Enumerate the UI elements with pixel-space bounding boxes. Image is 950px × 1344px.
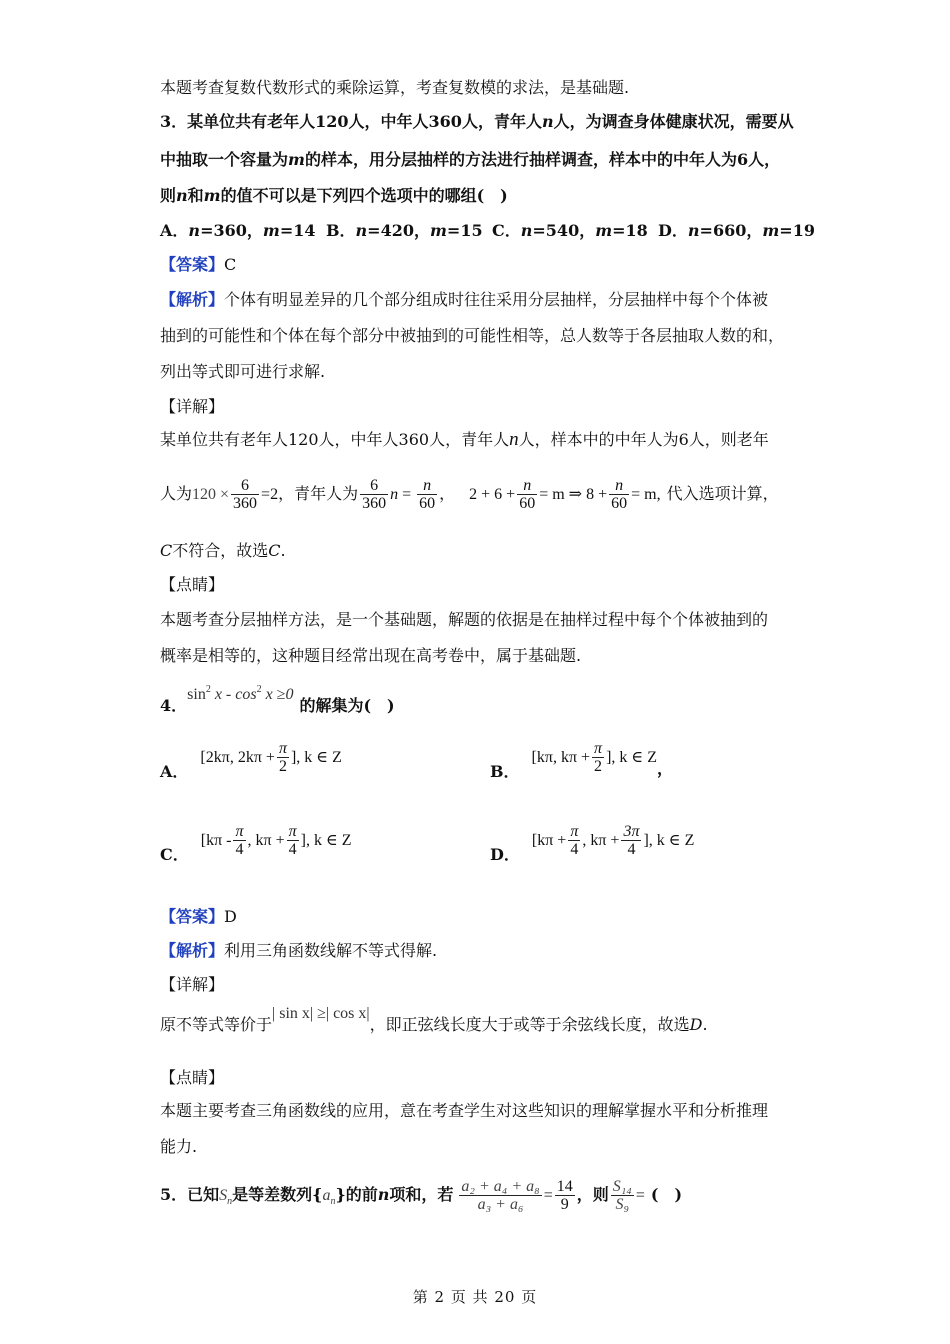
- q5-text: }的前: [335, 1185, 378, 1204]
- detail-text: ，即正弦线长度大于或等于余弦线长度，故选: [369, 1015, 690, 1034]
- fraction: [621, 823, 641, 858]
- math-func: sin: [187, 686, 206, 703]
- frac-num: π: [594, 740, 603, 757]
- q3-text: 的值不可以是下列四个选项中的哪组( ): [220, 186, 508, 205]
- option-expr: ], k ∈ Z: [290, 749, 342, 766]
- q4-point-tag: 【点睛】: [160, 1068, 225, 1087]
- q3-text: 某单位共有老年人120人，中年人360人，青年人: [187, 112, 542, 131]
- math-expr: 120 ×: [192, 486, 230, 503]
- frac-den: 360: [362, 495, 387, 512]
- intro-line: 本题考查复数代数形式的乘除运算，考查复数模的求法，是基础题.: [160, 78, 630, 97]
- q5-var: n: [377, 1185, 390, 1204]
- q3-detail-line-2: [160, 474, 779, 515]
- frac-den: 2: [592, 757, 604, 775]
- option-var: n: [687, 221, 700, 240]
- detail-text: 不符合，故选: [172, 541, 269, 560]
- math-sup: 2: [256, 684, 262, 695]
- detail-text: ，青年人为: [278, 484, 359, 503]
- math-expr: = m,: [631, 486, 661, 503]
- option-label: C．: [492, 221, 521, 240]
- q3-point-line-1: 本题考查分层抽样方法，是一个基础题，解题的依据是在抽样过程中每个个体被抽到的: [160, 610, 769, 629]
- frac-num: 3π: [623, 823, 640, 840]
- option-expr: , kπ +: [582, 832, 620, 849]
- fraction: [360, 477, 388, 512]
- answer-value: D: [224, 907, 237, 926]
- frac-den: 4: [621, 840, 641, 858]
- frac-den: 4: [233, 840, 245, 858]
- fraction: [611, 1178, 634, 1213]
- q3-options: [160, 221, 815, 241]
- frac-den: 9: [555, 1195, 575, 1213]
- fraction: [592, 740, 604, 775]
- math-expr: x ≥0: [261, 686, 294, 703]
- q4-option-c[interactable]: [160, 823, 352, 864]
- page-footer: 第 2 页 共 20 页: [412, 1288, 538, 1306]
- q3-stem-line-2: [160, 150, 780, 170]
- option-tail: ，: [657, 759, 674, 778]
- frac-num: 6: [241, 477, 250, 494]
- option-expr: [kπ -: [200, 832, 232, 849]
- option-expr: [kπ +: [531, 832, 567, 849]
- q3-var: m: [288, 150, 305, 169]
- math-expr: 2 + 6 +: [469, 486, 516, 503]
- q3-detail-line-3: [160, 541, 286, 561]
- detail-text: 某单位共有老年人120人，中年人360人，青年人: [160, 430, 510, 449]
- option-value: =660，: [699, 221, 763, 240]
- frac-num: π: [570, 823, 579, 840]
- fraction: [287, 823, 299, 858]
- math-sub: n: [330, 1196, 336, 1207]
- q3-point-line-2: 概率是相等的，这种题目经常出现在高考卷中，属于基础题.: [160, 646, 582, 665]
- math-expr: x - cos: [210, 686, 257, 703]
- q3-text: 的样本，用分层抽样的方法进行抽样调查，样本中的中年人为6人，: [304, 150, 781, 169]
- frac-num: 14: [556, 1178, 573, 1195]
- frac-num: a₂ + a₄ + a₈: [461, 1178, 540, 1195]
- option-var: m: [762, 221, 780, 240]
- option-value: =14: [279, 221, 316, 240]
- option-label: A．: [160, 762, 189, 781]
- option-value: =18: [612, 221, 648, 240]
- q3-analysis-line-1: [160, 290, 768, 310]
- frac-den: 4: [287, 840, 299, 858]
- fraction: [277, 740, 289, 775]
- frac-den: 60: [611, 495, 628, 512]
- option-expr: ], k ∈ Z: [300, 832, 352, 849]
- q3-detail-tag: 【详解】: [160, 397, 225, 416]
- fraction: [517, 477, 537, 512]
- frac-den: a₃ + a₆: [459, 1195, 541, 1213]
- q3-option-a[interactable]: [160, 221, 326, 241]
- q5-text: ，则: [576, 1185, 609, 1204]
- fraction: [568, 823, 580, 858]
- analysis-tag: 【解析】: [160, 290, 225, 309]
- math-var: [322, 1187, 336, 1207]
- q4-option-b[interactable]: [490, 740, 674, 781]
- detail-var: D: [689, 1015, 703, 1034]
- option-expr: ], k ∈ Z: [643, 832, 695, 849]
- detail-text: 代入选项计算，: [666, 484, 779, 503]
- option-label: D．: [658, 221, 688, 240]
- q3-answer: [160, 255, 236, 275]
- q4-option-a[interactable]: [160, 740, 342, 781]
- q3-number: 3．: [160, 112, 188, 131]
- frac-den: 60: [519, 495, 536, 512]
- detail-var: C: [268, 541, 281, 560]
- q5-number: 5．: [160, 1185, 188, 1204]
- frac-num: S₁₄: [612, 1178, 632, 1195]
- frac-den: 4: [568, 840, 580, 858]
- fraction: [233, 823, 245, 858]
- option-value: =360，: [200, 221, 263, 240]
- math-sup: 2: [205, 684, 211, 695]
- q4-tail: 的解集为( ): [299, 696, 395, 715]
- math-expr: =: [543, 1187, 553, 1204]
- option-label: B．: [490, 762, 520, 781]
- detail-text: 原不等式等价于: [160, 1015, 273, 1034]
- q3-point-tag: 【点睛】: [160, 575, 225, 594]
- frac-num: n: [615, 477, 624, 494]
- analysis-text: 利用三角函数线解不等式得解.: [224, 941, 438, 960]
- frac-num: π: [278, 740, 287, 757]
- fraction: [459, 1178, 541, 1213]
- answer-value: C: [224, 255, 237, 274]
- math-S: S: [219, 1187, 228, 1204]
- detail-text: .: [702, 1015, 708, 1034]
- frac-den: 2: [277, 757, 289, 775]
- q3-detail-line-1: [160, 430, 769, 450]
- frac-num: 6: [370, 477, 379, 494]
- q3-stem-line-1: [160, 112, 794, 132]
- frac-den: 360: [233, 495, 258, 512]
- fraction: [555, 1178, 575, 1213]
- detail-text: 人为: [160, 484, 193, 503]
- option-var: m: [262, 221, 280, 240]
- q4-option-d[interactable]: [490, 823, 695, 864]
- q3-analysis-line-3: 列出等式即可进行求解.: [160, 362, 326, 381]
- q4-point-line-2: 能力.: [160, 1137, 198, 1156]
- math-sub: n: [227, 1196, 233, 1207]
- option-value: =540，: [532, 221, 596, 240]
- q3-text: 则: [160, 186, 177, 205]
- q4-analysis: [160, 941, 437, 961]
- option-var: m: [429, 221, 447, 240]
- detail-text: .: [280, 541, 286, 560]
- math-expr: = m ⇒ 8 +: [539, 486, 608, 503]
- analysis-tag: 【解析】: [160, 941, 225, 960]
- math-expr: =: [635, 1187, 645, 1204]
- analysis-text: 个体有明显差异的几个部分组成时往往采用分层抽样，分层抽样中每个个体被: [224, 290, 769, 309]
- q4-answer: [160, 907, 237, 927]
- frac-num: π: [235, 823, 244, 840]
- option-value: =15: [446, 221, 483, 240]
- math-var: [219, 1187, 233, 1207]
- option-label: C．: [160, 845, 189, 864]
- detail-expr: | sin x| ≥| cos x|: [272, 1005, 370, 1022]
- fraction: [609, 477, 629, 512]
- option-label: B．: [326, 221, 356, 240]
- option-var: m: [595, 221, 613, 240]
- math-a: a: [322, 1187, 331, 1204]
- option-expr: , kπ +: [247, 832, 285, 849]
- q3-var: n: [176, 186, 188, 205]
- q3-option-b[interactable]: [326, 221, 492, 241]
- option-var: n: [188, 221, 201, 240]
- option-expr: [2kπ, 2kπ +: [200, 749, 275, 766]
- detail-var: n: [509, 429, 519, 450]
- option-var: n: [520, 221, 533, 240]
- option-label: A．: [160, 221, 189, 240]
- detail-var: C: [160, 541, 173, 560]
- option-label: D．: [490, 845, 520, 864]
- frac-num: n: [423, 477, 432, 494]
- q3-text: 中抽取一个容量为: [160, 150, 289, 169]
- q4-stem: [160, 684, 395, 717]
- math-expr: =2: [261, 486, 279, 503]
- answer-tag: 【答案】: [160, 255, 225, 274]
- q5-text: 项和，若: [389, 1185, 454, 1204]
- q3-option-d[interactable]: [658, 221, 815, 241]
- q3-text: 和: [187, 186, 204, 205]
- q5-text: 已知: [187, 1185, 220, 1204]
- option-var: n: [355, 221, 368, 240]
- q3-option-c[interactable]: [492, 221, 658, 241]
- q3-analysis-line-2: 抽到的可能性和个体在每个部分中被抽到的可能性相等，总人数等于各层抽取人数的和，: [160, 326, 785, 345]
- q4-detail-tag: 【详解】: [160, 975, 225, 994]
- detail-text: 人，样本中的中年人为6人，则老年: [518, 430, 769, 449]
- q5-text: 是等差数列{: [232, 1185, 323, 1204]
- fraction: [231, 477, 259, 512]
- q5-text: ( ): [650, 1185, 683, 1204]
- math-expr: =: [398, 486, 416, 503]
- q3-text: 人，为调查身体健康状况，需要从: [553, 112, 794, 131]
- q3-stem-line-3: [160, 186, 508, 206]
- frac-den: S₉: [611, 1195, 634, 1213]
- frac-den: 60: [419, 495, 436, 512]
- q4-detail-line: [160, 1005, 708, 1036]
- frac-num: n: [523, 477, 532, 494]
- option-expr: [kπ, kπ +: [531, 749, 591, 766]
- q4-expression: [187, 686, 293, 703]
- math-var: n: [390, 486, 399, 503]
- option-value: =19: [779, 221, 815, 240]
- q4-point-line-1: 本题主要考查三角函数线的应用，意在考查学生对这些知识的理解掌握水平和分析推理: [160, 1101, 769, 1120]
- option-value: =420，: [367, 221, 430, 240]
- fraction: [417, 477, 437, 512]
- q3-var: m: [203, 186, 221, 205]
- answer-tag: 【答案】: [160, 907, 225, 926]
- q4-number: 4．: [160, 696, 188, 715]
- detail-text: ，: [439, 484, 456, 503]
- frac-num: π: [288, 823, 297, 840]
- q5-stem: [160, 1170, 682, 1227]
- option-expr: ], k ∈ Z: [606, 749, 658, 766]
- q3-var: n: [541, 112, 554, 131]
